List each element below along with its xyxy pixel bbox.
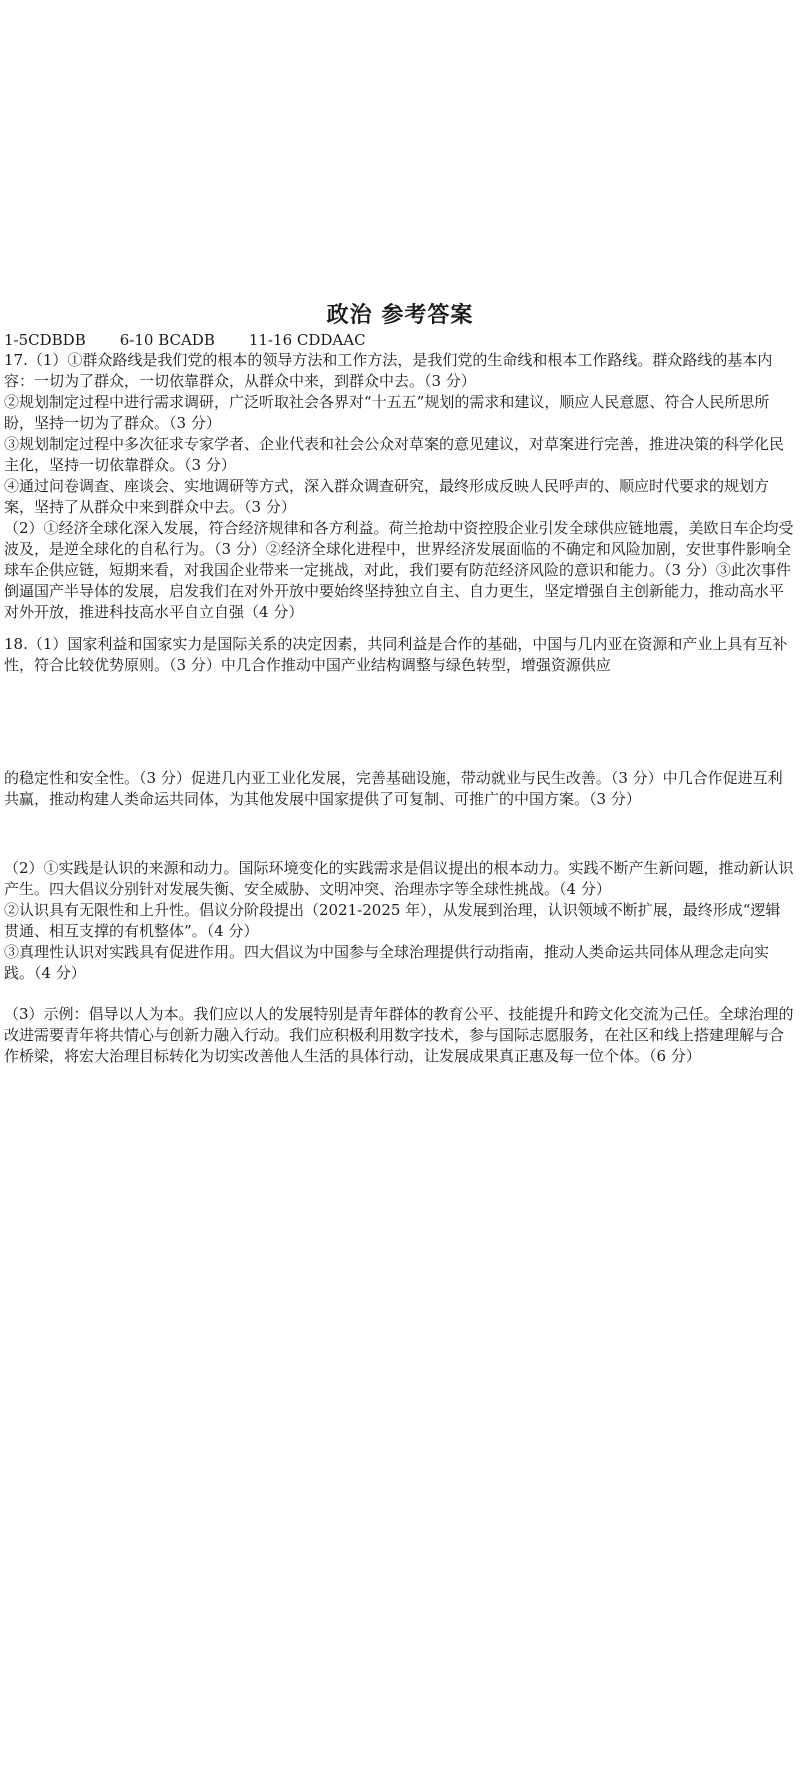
answer-paragraph: （2）①实践是认识的来源和动力。国际环境变化的实践需求是倡议提出的根本动力。实践不断产生新问题，推动新认识产生。四大倡议分别针对发展失衡、安全威胁、文明冲突、治理赤字等全球性挑战。（4 分） — [4, 859, 794, 898]
answer-paragraph: （3）示例：倡导以人为本。我们应以人的发展特别是青年群体的教育公平、技能提升和跨文化交流为己任。全球治理的改进需要青年将共情心与创新力融入行动。我们应积极利用数字技术，参与国际志愿服务，在社区和线上搭建理解与合作桥梁，将宏大治理目标转化为切实改善他人生活的具体行动，让发展成果真正惠及每一位个体。（6 分） — [4, 1005, 794, 1065]
answer-paragraph: 的稳定性和安全性。（3 分）促进几内亚工业化发展，完善基础设施，带动就业与民生改善。（3 分）中几合作促进互利共赢，推动构建人类命运共同体，为其他发展中国家提供了可复制、可推广的中国方案。（3 分） — [4, 769, 783, 808]
choice-answer-group: 6-10 BCADB — [119, 331, 215, 349]
q18-part1-answer-start — [4, 634, 794, 676]
choice-answer-group: 1-5CDBDB — [4, 331, 86, 349]
answer-paragraph: ④通过问卷调查、座谈会、实地调研等方式，深入群众调查研究，最终形成反映人民呼声的、顺应时代要求的规划方案，坚持了从群众中来到群众中去。（3 分） — [4, 477, 770, 516]
answer-paragraph: ③规划制定过程中多次征求专家学者、企业代表和社会公众对草案的意见建议，对草案进行完善，推进决策的科学化民主化，坚持一切依靠群众。（3 分） — [4, 435, 785, 474]
answer-paragraph: 17.（1）①群众路线是我们党的根本的领导方法和工作方法，是我们党的生命线和根本工作路线。群众路线的基本内容：一切为了群众，一切依靠群众，从群众中来，到群众中去。（3 分） — [4, 351, 773, 390]
answer-paragraph: ③真理性认识对实践具有促进作用。四大倡议为中国参与全球治理提供行动指南，推动人类命运共同体从理念走向实践。（4 分） — [4, 943, 770, 982]
choice-answers — [4, 330, 794, 351]
choice-answer-group: 11-16 CDDAAC — [248, 331, 366, 349]
q18-part2-answer — [4, 858, 794, 984]
answer-paragraph: ②认识具有无限性和上升性。倡议分阶段提出（2021-2025 年），从发展到治理，认识领域不断扩展，最终形成“逻辑贯通、相互支撑的有机整体”。（4 分） — [4, 901, 781, 940]
q18-part1-answer-continued — [4, 768, 794, 810]
q18-part3-answer — [4, 1004, 794, 1067]
answer-paragraph: 18.（1）国家利益和国家实力是国际关系的决定因素，共同利益是合作的基础，中国与几内亚在资源和产业上具有互补性，符合比较优势原则。（3 分）中几合作推动中国产业结构调整与绿色转型，增强资源供应 — [4, 635, 788, 674]
answer-paragraph: （2）①经济全球化深入发展，符合经济规律和各方利益。荷兰抢劫中资控股企业引发全球供应链地震，美欧日车企均受波及，是逆全球化的自私行为。（3 分）②经济全球化进程中，世界经济发展面临的不确定和风险加剧，安世事件影响全球车企供应链，短期来看，对我国企业带来一定挑战，对此，我们要有防范经济风险的意识和能力。（3 分）③此次事件倒逼国产半导体的发展，启发我们在对外开放中要始终坚持独立自主、自力更生，坚定增强自主创新能力，推动高水平对外开放，推进科技高水平自立自强（4 分） — [4, 519, 794, 621]
q17-part1-answer — [4, 350, 794, 518]
page-title: 政治 参考答案 — [326, 302, 474, 328]
q17-part2-answer — [4, 518, 794, 623]
answer-paragraph: ②规划制定过程中进行需求调研，广泛听取社会各界对“十五五”规划的需求和建议，顺应人民意愿、符合人民所思所盼，坚持一切为了群众。（3 分） — [4, 393, 770, 432]
